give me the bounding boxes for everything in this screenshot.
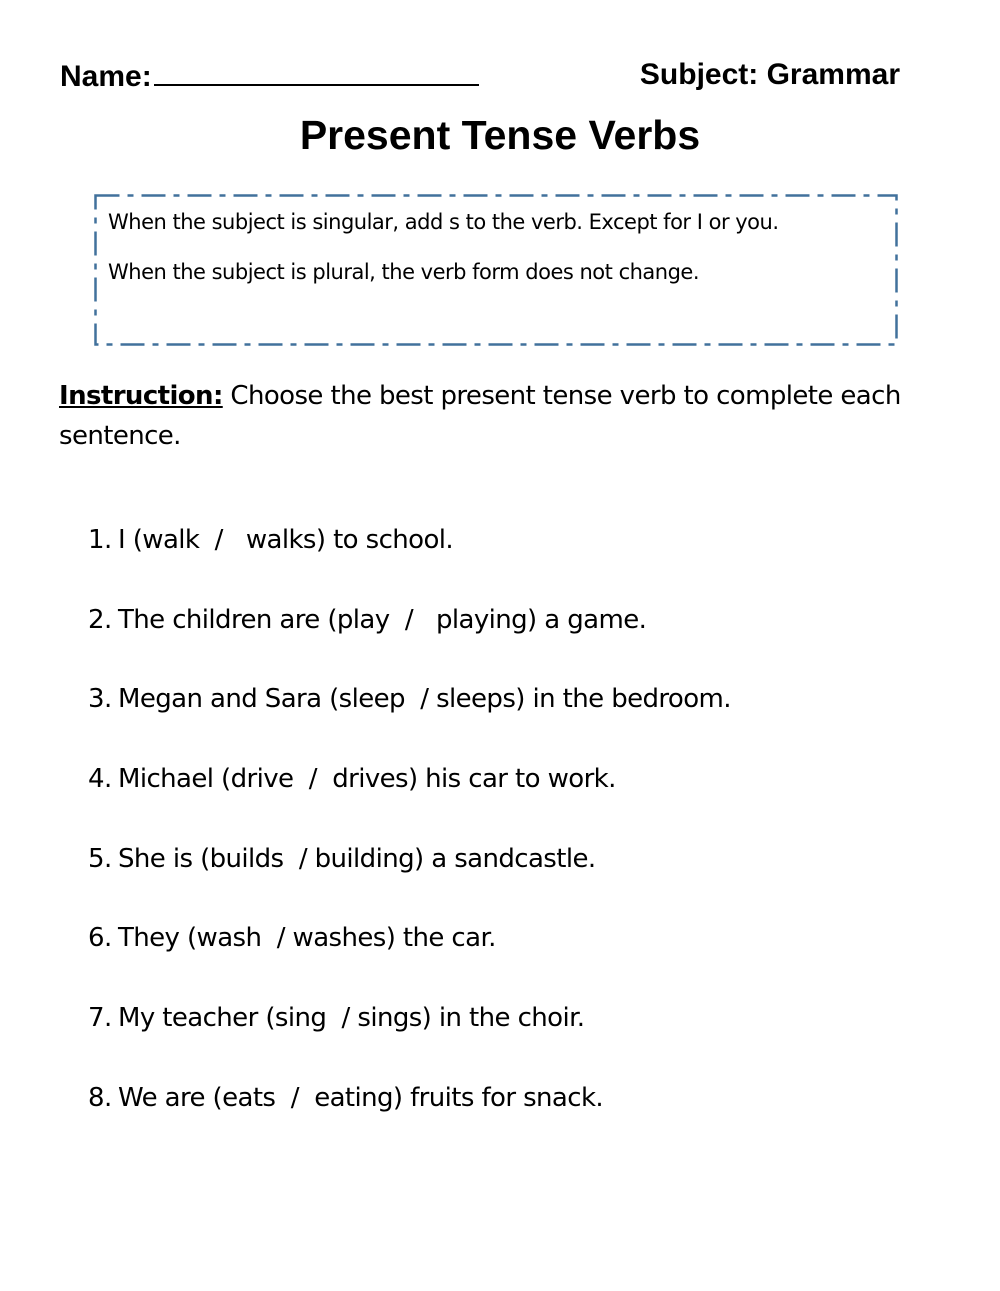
instruction-text: Choose the best present tense verb to complete each sentence. xyxy=(59,381,901,451)
rule-plural: When the subject is plural, the verb form does not change. xyxy=(108,260,700,284)
question-item[interactable] xyxy=(88,757,948,837)
question-text: Michael (drive / drives) his car to work. xyxy=(118,764,616,795)
question-item[interactable] xyxy=(88,518,948,598)
instruction-label: Instruction: xyxy=(59,381,223,411)
subject-label: Subject: Grammar xyxy=(639,58,900,91)
question-item[interactable] xyxy=(88,1076,948,1156)
question-number: 8. xyxy=(88,1082,112,1113)
question-list xyxy=(88,518,948,1156)
question-number: 5. xyxy=(88,843,112,874)
question-text: She is (builds / building) a sandcastle. xyxy=(118,843,596,874)
question-text: I (walk / walks) to school. xyxy=(118,525,454,555)
question-item[interactable] xyxy=(88,837,948,917)
question-text: We are (eats / eating) fruits for snack. xyxy=(118,1082,604,1113)
worksheet-header xyxy=(60,58,900,98)
question-text: My teacher (sing / sings) in the choir. xyxy=(118,1003,585,1034)
question-item[interactable] xyxy=(88,996,948,1076)
question-item[interactable] xyxy=(88,598,948,678)
name-blank-line[interactable] xyxy=(154,58,479,86)
question-number: 3. xyxy=(88,684,112,715)
question-number: 2. xyxy=(88,604,112,635)
question-text: Megan and Sara (sleep / sleeps) in the bedroom. xyxy=(118,684,731,715)
question-text: The children are (play / playing) a game. xyxy=(118,604,647,635)
rule-singular: When the subject is singular, add s to the verb. Except for I or you. xyxy=(108,210,779,234)
question-number: 1. xyxy=(88,525,112,555)
question-number: 6. xyxy=(88,923,112,954)
question-item[interactable] xyxy=(88,916,948,996)
rules-text xyxy=(108,202,868,292)
question-text: They (wash / washes) the car. xyxy=(118,923,496,954)
name-label: Name: xyxy=(60,60,152,93)
page-title: Present Tense Verbs xyxy=(299,112,701,158)
rules-box xyxy=(94,194,898,346)
instruction xyxy=(59,376,959,456)
question-number: 7. xyxy=(88,1003,112,1034)
question-number: 4. xyxy=(88,764,112,795)
name-field xyxy=(60,58,479,94)
question-item[interactable] xyxy=(88,677,948,757)
